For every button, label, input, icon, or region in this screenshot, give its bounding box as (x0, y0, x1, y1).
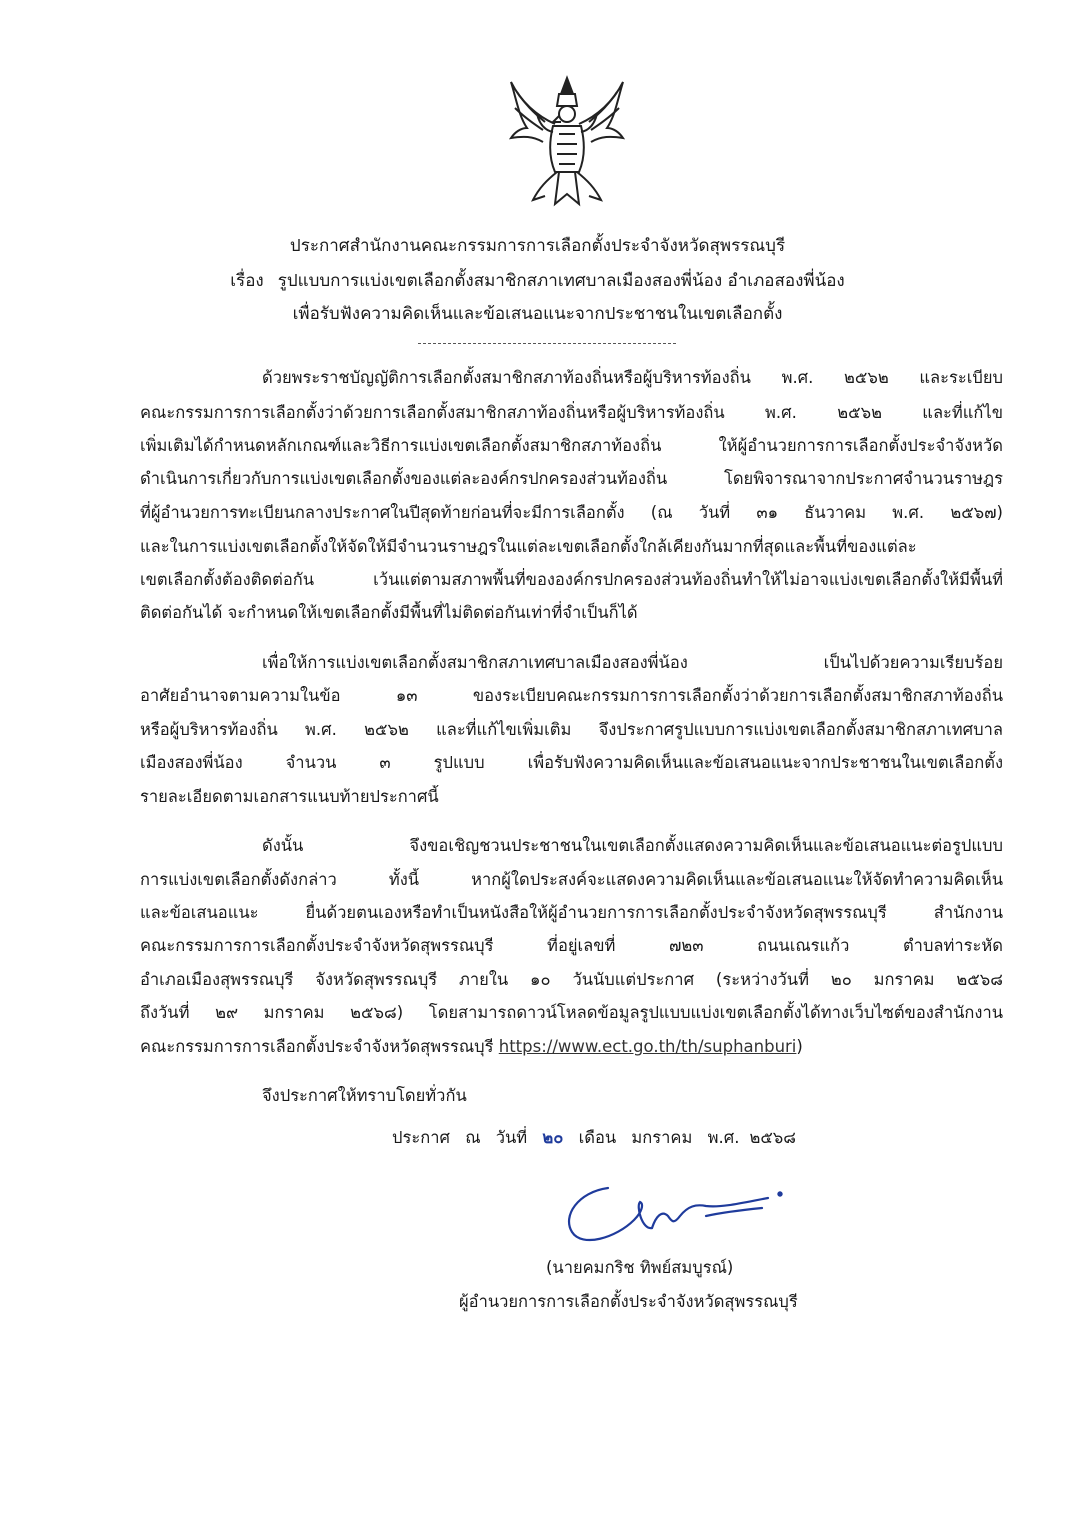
paragraph-line: การแบ่งเขตเลือกตั้งดังกล่าว ทั้งนี้ หากผู้ใดประสงค์จะแสดงความคิดเห็นและข้อเสนอแนะให้จัดทำความคิดเห็น (140, 870, 1003, 889)
subject-label: เรื่อง (230, 271, 264, 291)
paragraph-line: หรือผู้บริหารท้องถิ่น พ.ศ. ๒๕๖๒ และที่แก้ไขเพิ่มเติม จึงประกาศรูปแบบการแบ่งเขตเลือกตั้งสมาชิกสภาเทศบาล (140, 720, 1003, 739)
date-prefix: ประกาศ (392, 1128, 450, 1147)
subject-line (0, 269, 1075, 293)
announcement-date (392, 1126, 806, 1150)
paragraph-line: ที่ผู้อำนวยการทะเบียนกลางประกาศในปีสุดท้ายก่อนที่จะมีการเลือกตั้ง (ณ วันที่ ๓๑ ธันวาคม พ.ศ. ๒๕๖๗) (140, 503, 1003, 522)
paragraph-line: รายละเอียดตามเอกสารแนบท้ายประกาศนี้ (140, 787, 439, 806)
paragraph-line (140, 1035, 1003, 1059)
announcement-title: ประกาศสำนักงานคณะกรรมการการเลือกตั้งประจำจังหวัดสุพรรณบุรี (289, 236, 786, 256)
signature-image (556, 1176, 786, 1256)
paragraph-line: อาศัยอำนาจตามความในข้อ ๑๓ ของระเบียบคณะกรรมการการเลือกตั้งว่าด้วยการเลือกตั้งสมาชิกสภาท้องถิ่น (140, 686, 1003, 705)
date-at: ณ (465, 1128, 481, 1147)
paragraph-line: เพื่อให้การแบ่งเขตเลือกตั้งสมาชิกสภาเทศบาลเมืองสองพี่น้อง เป็นไปด้วยความเรียบร้อย (262, 653, 1003, 672)
paragraph-line: เขตเลือกตั้งต้องติดต่อกัน เว้นแต่ตามสภาพพื้นที่ขององค์กรปกครองส่วนท้องถิ่นทำให้ไม่อาจแบ่งเขตเลือกตั้งให้มีพื้นที่ (140, 570, 1003, 589)
paragraph-line: ด้วยพระราชบัญญัติการเลือกตั้งสมาชิกสภาท้องถิ่นหรือผู้บริหารท้องถิ่น พ.ศ. ๒๕๖๒ และระเบียบ (262, 368, 1003, 387)
paragraph-line: เมืองสองพี่น้อง จำนวน ๓ รูปแบบ เพื่อรับฟังความคิดเห็นและข้อเสนอแนะจากประชาชนในเขตเลือกตั้ง (140, 753, 1003, 772)
paragraph-line: และในการแบ่งเขตเลือกตั้งให้จัดให้มีจำนวนราษฎรในแต่ละเขตเลือกตั้งใกล้เคียงกันมากที่สุดและพื้นที่ของแต่ละ (140, 537, 917, 556)
garuda-emblem-icon (497, 72, 637, 212)
paragraph-text: คณะกรรมการการเลือกตั้งประจำจังหวัดสุพรรณบุรี (140, 1037, 494, 1056)
date-month: มกราคม (631, 1128, 693, 1147)
paragraph-line: ถึงวันที่ ๒๙ มกราคม ๒๕๖๘) โดยสามารถดาวน์โหลดข้อมูลรูปแบบแบ่งเขตเลือกตั้งได้ทางเว็บไซต์ของสำนักงาน (140, 1003, 1003, 1022)
paragraph-line: คณะกรรมการการเลือกตั้งประจำจังหวัดสุพรรณบุรี ที่อยู่เลขที่ ๗๒๓ ถนนเณรแก้ว ตำบลท่าระหัด (140, 936, 1003, 955)
paragraph-line: เพิ่มเติมได้กำหนดหลักเกณฑ์และวิธีการแบ่งเขตเลือกตั้งสมาชิกสภาท้องถิ่น ให้ผู้อำนวยการการเลือกตั้งประจำจังหวัด (140, 436, 1003, 455)
paragraph-text: ) (796, 1037, 803, 1056)
signatory-name: (นายคมกริช ทิพย์สมบูรณ์) (546, 1258, 734, 1277)
paragraph-line: ดำเนินการเกี่ยวกับการแบ่งเขตเลือกตั้งของแต่ละองค์กรปกครองส่วนท้องถิ่น โดยพิจารณาจากประกาศจำนวนราษฎร (140, 469, 1003, 488)
date-day: ๒๐ (542, 1128, 564, 1147)
paragraph-line: ติดต่อกันได้ จะกำหนดให้เขตเลือกตั้งมีพื้นที่ไม่ติดต่อกันเท่าที่จำเป็นก็ได้ (140, 603, 638, 622)
paragraph-line: และข้อเสนอแนะ ยื่นด้วยตนเองหรือทำเป็นหนังสือให้ผู้อำนวยการการเลือกตั้งประจำจังหวัดสุพรรณบุรี สำนักงาน (140, 903, 1003, 922)
paragraph-line: คณะกรรมการการเลือกตั้งว่าด้วยการเลือกตั้งสมาชิกสภาท้องถิ่นหรือผู้บริหารท้องถิ่น พ.ศ. ๒๕๖๒ และที่แก้ไข (140, 403, 1003, 422)
paragraph-line: ดังนั้น จึงขอเชิญชวนประชาชนในเขตเลือกตั้งแสดงความคิดเห็นและข้อเสนอแนะต่อรูปแบบ (262, 836, 1003, 855)
closing-statement: จึงประกาศให้ทราบโดยทั่วกัน (262, 1086, 467, 1105)
subject-line-2: เพื่อรับฟังความคิดเห็นและข้อเสนอแนะจากประชาชนในเขตเลือกตั้ง (292, 304, 783, 324)
website-link[interactable]: https://www.ect.go.th/th/suphanburi (498, 1037, 797, 1056)
signatory-position: ผู้อำนวยการการเลือกตั้งประจำจังหวัดสุพรรณบุรี (459, 1292, 798, 1311)
date-year: ๒๕๖๘ (749, 1128, 797, 1147)
date-day-label: วันที่ (495, 1128, 528, 1147)
paragraph-line: อำเภอเมืองสุพรรณบุรี จังหวัดสุพรรณบุรี ภายใน ๑๐ วันนับแต่ประกาศ (ระหว่างวันที่ ๒๐ มกราคม ๒๕๖๘ (140, 970, 1003, 989)
subject-text: รูปแบบการแบ่งเขตเลือกตั้งสมาชิกสภาเทศบาลเมืองสองพี่น้อง อำเภอสองพี่น้อง (277, 271, 845, 291)
date-month-label: เดือน (578, 1128, 617, 1147)
date-year-label: พ.ศ. (707, 1128, 740, 1147)
separator-line (418, 343, 676, 344)
